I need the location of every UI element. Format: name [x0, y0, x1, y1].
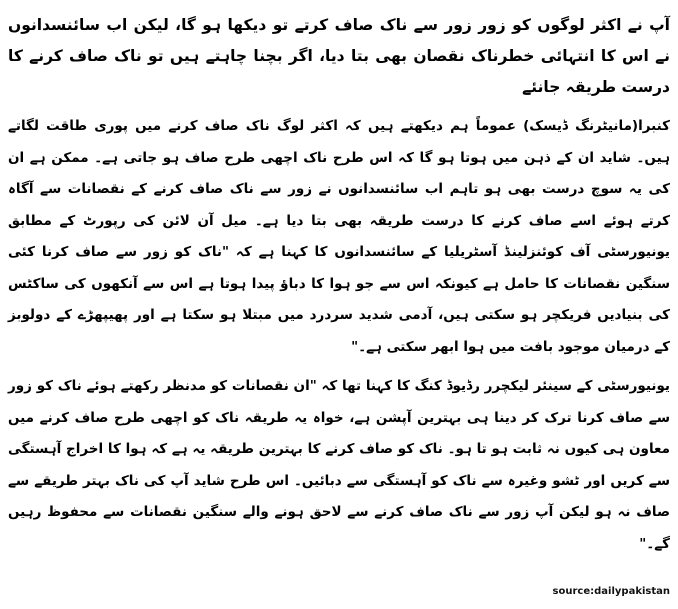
- article-headline: آپ نے اکثر لوگوں کو زور زور سے ناک صاف کرتے تو دیکھا ہو گا، لیکن اب سائنسدانوں نے اس کا انتہائی خطرناک نقصان بھی بتا دیا، اگر بچنا چاہتے ہیں تو ناک صاف کرنے کا درست طریقہ جانئے: [8, 16, 670, 96]
- article-paragraph-2: یونیورسٹی کے سینئر لیکچرر رڈیوڈ کنگ کا کہنا تھا کہ "ان نقصانات کو مدنظر رکھتے ہوئے ناک کو زور سے صاف کرنا ترک کر دینا ہی بہترین آپشن ہے، خواہ یہ طریقہ ناک کو اچھی طرح صاف کرنے میں معاون ہی کیوں نہ ثابت ہو تا ہو۔ ناک کو صاف کرنے کا بہترین طریقہ یہ ہے کہ ہوا کا اخراج آہستگی سے کریں اور ٹشو وغیرہ سے ناک کو آہستگی سے دبائیں۔ اس طرح شاید آپ کی ناک بہتر طریقے سے صاف نہ ہو لیکن آپ زور سے ناک صاف کرنے سے لاحق ہونے والے سنگین نقصانات سے محفوظ رہیں گے۔": [8, 378, 670, 552]
- article-paragraph-1: کنبرا(مانیٹرنگ ڈیسک) عموماً ہم دیکھتے ہیں کہ اکثر لوگ ناک صاف کرنے میں پوری طاقت لگاتے ہیں۔ شاید ان کے ذہن میں ہوتا ہو گا کہ اس طرح ناک اچھی طرح صاف ہو جاتی ہے۔ ممکن ہے ان کی یہ سوچ درست بھی ہو تاہم اب سائنسدانوں نے زور سے ناک صاف کرنے کے نقصانات سے آگاہ کرتے ہوئے اسے صاف کرنے کا درست طریقہ بھی بتا دیا ہے۔ میل آن لائن کی رپورٹ کے مطابق یونیورسٹی آف کوئنزلینڈ آسٹریلیا کے سائنسدانوں کا کہنا ہے کہ "ناک کو زور سے صاف کرنا کئی سنگین نقصانات کا حامل ہے کیونکہ اس سے جو ہوا کا دباؤ پیدا ہوتا ہے اس سے آنکھوں کی ساکٹس کی بنیادیں فریکچر ہو سکتی ہیں، آدمی شدید سردرد میں مبتلا ہو سکتا ہے اور پھیپھڑے کے دولوبز کے درمیان موجود بافت میں ہوا ابھر سکتی ہے۔": [8, 118, 670, 355]
- source-credit: source:dailypakistan: [552, 586, 670, 597]
